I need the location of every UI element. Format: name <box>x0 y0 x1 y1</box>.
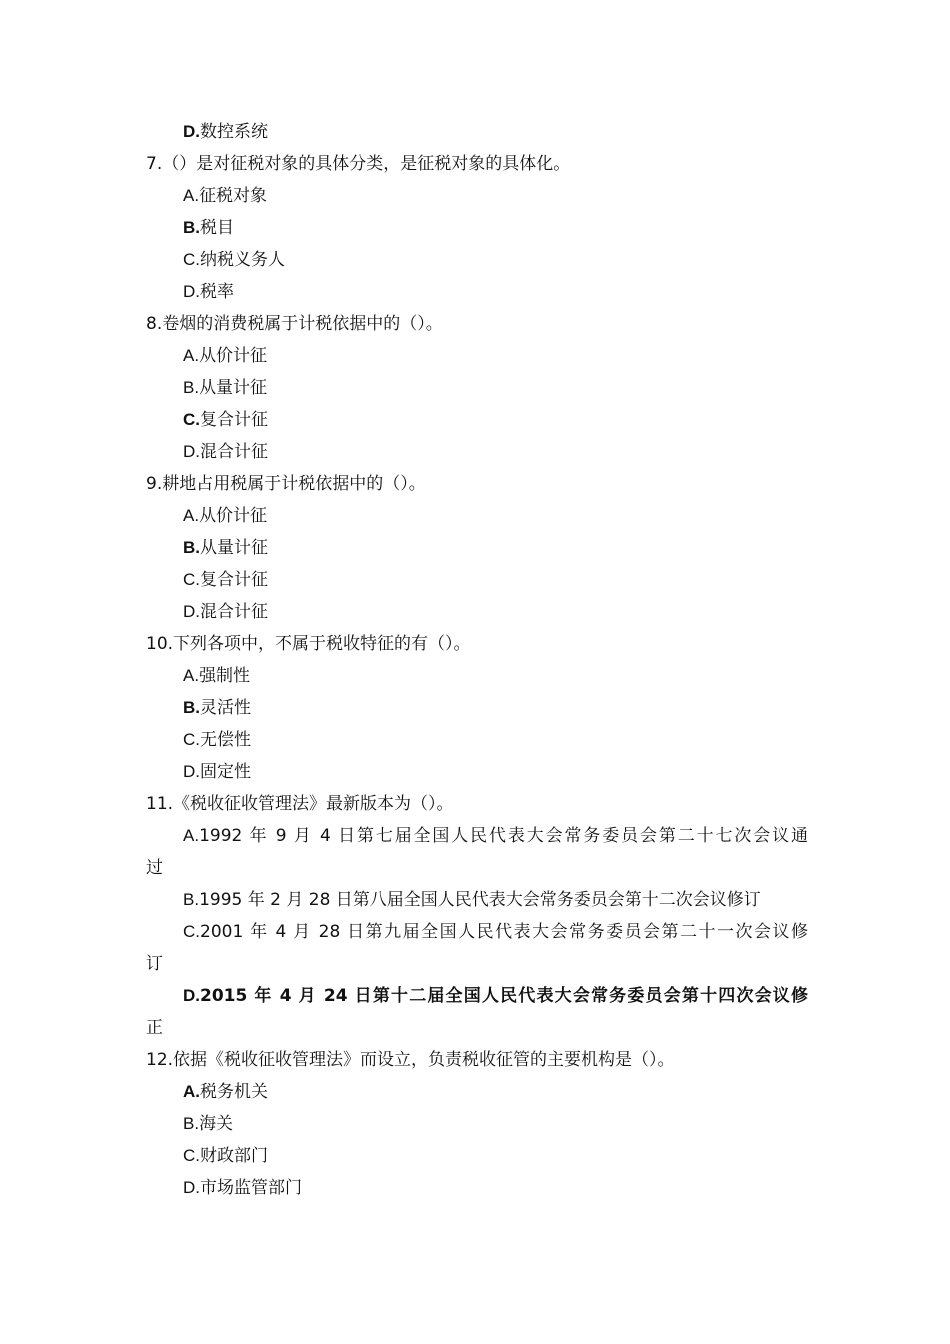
option-line <box>0 244 950 276</box>
option-letter: B. <box>183 378 200 397</box>
question-text <box>0 788 950 820</box>
option-letter: B. <box>183 698 200 717</box>
option-text: 财政部门 <box>200 1146 268 1166</box>
option-text: 从价计征 <box>199 506 268 526</box>
option-line <box>0 1172 950 1204</box>
option-line <box>0 724 950 756</box>
option-line <box>0 1108 950 1140</box>
option-line <box>0 980 808 1012</box>
option-line <box>0 212 950 244</box>
option-text: 复合计征 <box>200 410 268 430</box>
line-text: 正 <box>146 1018 163 1038</box>
question-text <box>0 308 950 340</box>
option-text: 1992 年 9 月 4 日第七届全国人民代表大会常务委员会第二十七次会议通 <box>199 826 808 846</box>
option-line <box>0 340 950 372</box>
option-text: 从量计征 <box>200 538 268 558</box>
option-line <box>0 884 950 916</box>
line-text: 7.（）是对征税对象的具体分类，是征税对象的具体化。 <box>146 154 571 174</box>
question-text <box>0 1044 950 1076</box>
option-letter: C. <box>183 250 200 269</box>
option-letter: D. <box>183 122 200 141</box>
option-text: 从量计征 <box>199 378 268 398</box>
option-text: 税率 <box>200 282 234 302</box>
option-letter: B. <box>183 538 200 557</box>
option-letter: C. <box>183 1146 200 1165</box>
option-letter: D. <box>183 762 200 781</box>
line-text: 9.耕地占用税属于计税依据中的（）。 <box>146 474 426 494</box>
option-letter: A. <box>183 346 200 365</box>
option-letter: D. <box>183 602 200 621</box>
option-text: 从价计征 <box>199 346 268 366</box>
option-letter: C. <box>183 570 200 589</box>
option-text: 固定性 <box>200 762 251 782</box>
option-text: 复合计征 <box>200 570 268 590</box>
option-letter: B. <box>183 218 200 237</box>
option-line <box>0 404 950 436</box>
option-continuation <box>0 948 950 980</box>
option-letter: A. <box>183 1082 200 1101</box>
option-letter: D. <box>183 282 200 301</box>
option-letter: A. <box>183 826 200 845</box>
question-text <box>0 628 950 660</box>
option-line <box>0 596 950 628</box>
option-text: 市场监管部门 <box>200 1178 302 1198</box>
option-line <box>0 436 950 468</box>
option-line <box>0 564 950 596</box>
option-letter: A. <box>183 186 200 205</box>
option-line <box>0 180 950 212</box>
line-text: 11.《税收征收管理法》最新版本为（）。 <box>146 794 454 814</box>
line-text: 10.下列各项中，不属于税收特征的有（）。 <box>146 634 471 654</box>
option-letter: D. <box>183 986 200 1005</box>
option-line <box>0 1076 950 1108</box>
option-line <box>0 916 808 948</box>
option-text: 税目 <box>200 218 234 238</box>
option-letter: B. <box>183 1114 200 1133</box>
option-letter: B. <box>183 890 200 909</box>
option-text: 无偿性 <box>200 730 251 750</box>
line-text: 订 <box>146 954 163 974</box>
option-line <box>0 532 950 564</box>
option-text: 征税对象 <box>199 186 268 206</box>
question-text <box>0 148 950 180</box>
line-text: 过 <box>146 858 163 878</box>
option-text: 混合计征 <box>200 602 268 622</box>
option-letter: C. <box>183 730 200 749</box>
option-continuation <box>0 1012 950 1044</box>
option-line <box>0 276 950 308</box>
option-letter: C. <box>183 922 200 941</box>
option-text: 1995 年 2 月 28 日第八届全国人民代表大会常务委员会第十二次会议修订 <box>199 890 761 910</box>
option-line <box>0 116 950 148</box>
option-letter: A. <box>183 666 200 685</box>
option-letter: C. <box>183 410 200 429</box>
option-line <box>0 660 950 692</box>
option-line <box>0 692 950 724</box>
option-text: 强制性 <box>199 666 251 686</box>
option-line <box>0 756 950 788</box>
line-text: 12.依据《税收征收管理法》而设立，负责税收征管的主要机构是（）。 <box>146 1050 675 1070</box>
option-text: 2001 年 4 月 28 日第九届全国人民代表大会常务委员会第二十一次会议修 <box>200 922 808 942</box>
option-line <box>0 820 808 852</box>
option-continuation <box>0 852 950 884</box>
option-line <box>0 500 950 532</box>
option-text: 税务机关 <box>200 1082 268 1102</box>
option-letter: D. <box>183 1178 200 1197</box>
option-text: 海关 <box>199 1114 234 1134</box>
option-text: 灵活性 <box>200 698 251 718</box>
option-text: 纳税义务人 <box>200 250 285 270</box>
option-line <box>0 372 950 404</box>
option-text: 混合计征 <box>200 442 268 462</box>
option-text: 数控系统 <box>200 122 268 142</box>
option-letter: A. <box>183 506 200 525</box>
option-text: 2015 年 4 月 24 日第十二届全国人民代表大会常务委员会第十四次会议修 <box>200 986 808 1006</box>
question-text <box>0 468 950 500</box>
line-text: 8.卷烟的消费税属于计税依据中的（）。 <box>146 314 443 334</box>
option-line <box>0 1140 950 1172</box>
option-letter: D. <box>183 442 200 461</box>
